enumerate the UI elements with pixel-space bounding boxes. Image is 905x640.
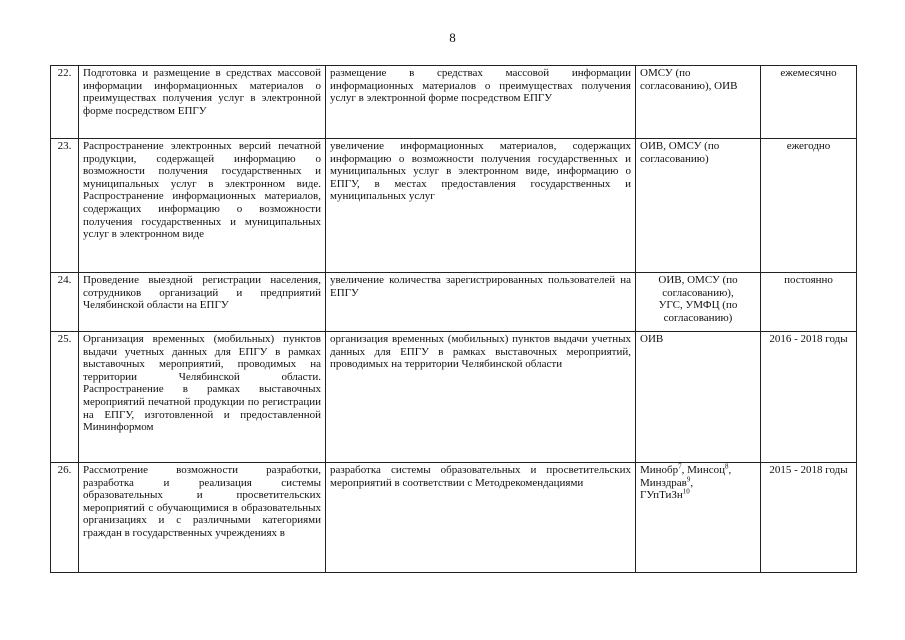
executor-line: согласованию), ОИВ (640, 79, 738, 92)
executor-line (640, 464, 756, 477)
activity-cell: Распространение электронных версий печатной продукции, содержащей информацию о возможности получения государственных и муниципальных услуг в электронном виде. Распространение информационных материалов, содержащих информацию о возможности получения государственных и муниципальных услуг в электронном виде (79, 139, 326, 273)
footnote-mark: 8 (724, 462, 729, 471)
result-cell: организация временных (мобильных) пунктов выдачи учетных данных для ЕПГУ в рамках выставочных мероприятий, проводимых на территории Челябинской области (326, 332, 636, 463)
activity-cell: Проведение выездной регистрации населения, сотрудников организаций и предприятий Челябинской области на ЕПГУ (79, 273, 326, 332)
table-row (51, 139, 857, 273)
separator: , (690, 476, 694, 489)
executor-name: Минобр (640, 464, 679, 476)
executor-line: согласованию) (663, 311, 733, 324)
row-number: 24. (51, 273, 79, 332)
executor-name: , Минсоц (681, 464, 725, 476)
row-number: 26. (51, 463, 79, 573)
table-row (51, 273, 857, 332)
executor-line: ОИВ, ОМСУ (по (658, 274, 738, 286)
executor-line: согласованию), (662, 286, 734, 299)
row-number: 23. (51, 139, 79, 273)
footnote-mark: 7 (678, 462, 682, 471)
row-number: 25. (51, 332, 79, 463)
table-row (51, 66, 857, 139)
table-row (51, 463, 857, 573)
result-cell: разработка системы образовательных и просветительских мероприятий в соответствии с Методрекомендациями (326, 463, 636, 573)
page-number: 8 (449, 30, 456, 45)
executor-line (640, 489, 756, 502)
row-number: 22. (51, 66, 79, 139)
executor-cell (636, 332, 761, 463)
executor-cell (636, 66, 761, 139)
term-cell: ежегодно (761, 139, 857, 273)
term-cell: ежемесячно (761, 66, 857, 139)
table-row (51, 332, 857, 463)
executor-name: Минздрав (640, 476, 687, 489)
executor-line (640, 474, 756, 490)
term-cell: постоянно (761, 273, 857, 332)
executor-line: согласованию) (640, 152, 709, 165)
executor-cell (636, 273, 761, 332)
activity-cell: Рассмотрение возможности разработки, разработка и реализация системы образовательных и просветительских мероприятий с обучающимися в образовательных организациях и с различными категориями граждан в государственных учреждениях в (79, 463, 326, 573)
result-cell: размещение в средствах массовой информации информационных материалов о преимуществах получения услуг в электронной форме посредством ЕПГУ (326, 66, 636, 139)
term-cell: 2015 - 2018 годы (761, 463, 857, 573)
measures-table (50, 65, 857, 573)
result-cell: увеличение информационных материалов, содержащих информацию о возможности получения государственных и муниципальных услуг в электронном виде, информацию о ЕПГУ, в местах предоставления государственных и муниципальных услуг (326, 139, 636, 273)
separator: , (728, 464, 732, 476)
executor-cell (636, 463, 761, 573)
activity-cell: Подготовка и размещение в средствах массовой информации информационных материалов о преимуществах получения услуг в электронной форме посредством ЕПГУ (79, 66, 326, 139)
executor-line: УГС, УМФЦ (по (658, 299, 738, 312)
executor-line: ОИВ, ОМСУ (по (640, 140, 720, 152)
term-cell: 2016 - 2018 годы (761, 332, 857, 463)
executor-line: ОМСУ (по (640, 67, 691, 79)
executor-line: ОИВ (640, 333, 664, 345)
footnote-mark: 9 (686, 474, 691, 483)
executor-cell (636, 139, 761, 273)
footnote-mark: 10 (682, 487, 690, 496)
activity-cell: Организация временных (мобильных) пунктов выдачи учетных данных для ЕПГУ в рамках выставочных мероприятий, проводимых на территории Челябинской области. Распространение в рамках выставочных мероприятий печатной продукции по регистрации на ЕПГУ, изготовленной и предоставленной Мининформом (79, 332, 326, 463)
executor-name: ГУпТиЗн (640, 489, 683, 502)
result-cell: увеличение количества зарегистрированных пользователей на ЕПГУ (326, 273, 636, 332)
